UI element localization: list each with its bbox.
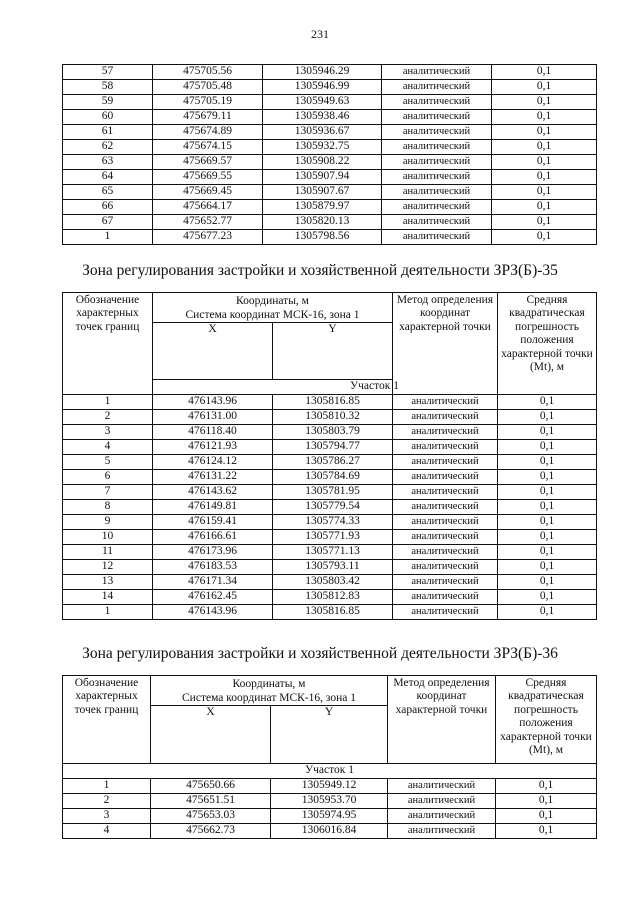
method: аналитический [382,65,492,80]
point-number: 14 [63,590,153,605]
coord-y: 1305879.97 [263,200,382,215]
table-row [63,230,597,245]
coord-x: 476159.41 [153,515,273,530]
continuation-table [62,64,597,245]
error-value: 0,1 [498,530,597,545]
point-number: 67 [63,215,153,230]
point-number: 1 [63,395,153,410]
error-value: 0,1 [492,125,597,140]
header-error: Средняя квадратическая погрешность положения характерной точки (Mt), м [496,676,597,764]
coord-x: 476121.93 [153,440,273,455]
header-error: Средняя квадратическая погрешность положения характерной точки (Mt), м [498,293,597,395]
coord-y: 1305812.83 [273,590,393,605]
point-number: 3 [63,809,151,824]
method: аналитический [393,575,498,590]
method: аналитический [382,110,492,125]
point-number: 2 [63,410,153,425]
error-value: 0,1 [492,170,597,185]
method: аналитический [393,455,498,470]
method: аналитический [382,155,492,170]
header-x: X [151,706,271,764]
coord-x: 476149.81 [153,500,273,515]
coord-x: 475664.17 [153,200,263,215]
coord-x: 476143.62 [153,485,273,500]
zone-35-section: Участок 1 [153,380,597,395]
error-value: 0,1 [492,95,597,110]
coord-x: 476143.96 [153,605,273,620]
error-value: 0,1 [492,230,597,245]
method: аналитический [382,125,492,140]
coord-y: 1305810.32 [273,410,393,425]
error-value: 0,1 [492,110,597,125]
table-row [63,410,597,425]
point-number: 64 [63,170,153,185]
table-row [63,65,597,80]
table-row [63,485,597,500]
coord-y: 1305784.69 [273,470,393,485]
error-value: 0,1 [492,140,597,155]
error-value: 0,1 [498,425,597,440]
coord-x: 475650.66 [151,779,271,794]
error-value: 0,1 [496,779,597,794]
coord-y: 1305781.95 [273,485,393,500]
error-value: 0,1 [492,215,597,230]
point-number: 63 [63,155,153,170]
coord-y: 1305774.33 [273,515,393,530]
point-number: 1 [63,605,153,620]
error-value: 0,1 [498,455,597,470]
point-number: 59 [63,95,153,110]
method: аналитический [393,485,498,500]
error-value: 0,1 [492,155,597,170]
method: аналитический [382,230,492,245]
point-number: 10 [63,530,153,545]
table-row [63,560,597,575]
header-method: Метод определения координат характерной точки [388,676,496,764]
error-value: 0,1 [498,500,597,515]
point-number: 4 [63,824,151,839]
coord-y: 1305938.46 [263,110,382,125]
table-row [63,215,597,230]
coord-y: 1305907.67 [263,185,382,200]
header-system-label: Система координат МСК-16, зона 1 [182,692,356,704]
error-value: 0,1 [496,794,597,809]
error-value: 0,1 [498,560,597,575]
coord-y: 1305820.13 [263,215,382,230]
point-number: 66 [63,200,153,215]
point-number: 60 [63,110,153,125]
coord-x: 475651.51 [151,794,271,809]
method: аналитический [393,605,498,620]
table-row [63,500,597,515]
method: аналитический [393,515,498,530]
coord-x: 475705.56 [153,65,263,80]
method: аналитический [382,140,492,155]
coord-x: 476183.53 [153,560,273,575]
table-row [63,794,597,809]
table-row [63,575,597,590]
coord-x: 475669.45 [153,185,263,200]
coord-y: 1305771.13 [273,545,393,560]
coord-y: 1305798.56 [263,230,382,245]
coord-y: 1305908.22 [263,155,382,170]
method: аналитический [388,809,496,824]
zone-35-table [62,292,597,620]
coord-x: 476166.61 [153,530,273,545]
point-number: 8 [63,500,153,515]
point-number: 5 [63,455,153,470]
table-row [63,809,597,824]
coord-y: 1306016.84 [271,824,388,839]
method: аналитический [382,170,492,185]
coord-x: 476118.40 [153,425,273,440]
table-row [63,110,597,125]
coord-x: 476173.96 [153,545,273,560]
table-row [63,455,597,470]
point-number: 9 [63,515,153,530]
error-value: 0,1 [492,65,597,80]
header-designation: Обозначение характерных точек границ [63,676,151,764]
point-number: 6 [63,470,153,485]
coord-x: 475669.55 [153,170,263,185]
error-value: 0,1 [498,440,597,455]
coord-y: 1305803.42 [273,575,393,590]
point-number: 65 [63,185,153,200]
coord-y: 1305974.95 [271,809,388,824]
method: аналитический [393,560,498,575]
error-value: 0,1 [498,590,597,605]
method: аналитический [382,185,492,200]
error-value: 0,1 [498,470,597,485]
point-number: 12 [63,560,153,575]
method: аналитический [388,794,496,809]
coord-y: 1305794.77 [273,440,393,455]
method: аналитический [382,200,492,215]
error-value: 0,1 [492,185,597,200]
point-number: 62 [63,140,153,155]
coord-y: 1305936.67 [263,125,382,140]
coord-x: 475653.03 [151,809,271,824]
table-row [63,824,597,839]
point-number: 3 [63,425,153,440]
coord-x: 476162.45 [153,590,273,605]
coord-y: 1305907.94 [263,170,382,185]
table-row [63,80,597,95]
coord-y: 1305793.11 [273,560,393,575]
coord-y: 1305949.63 [263,95,382,110]
header-system-label: Система координат МСК-16, зона 1 [185,309,360,321]
coord-x: 476124.12 [153,455,273,470]
header-designation: Обозначение характерных точек границ [63,293,153,395]
method: аналитический [393,470,498,485]
header-coordinates [151,676,388,706]
zone-36-table [62,675,597,839]
point-number: 1 [63,230,153,245]
header-y: Y [271,706,388,764]
table-row [63,185,597,200]
header-y: Y [273,323,393,380]
error-value: 0,1 [492,80,597,95]
method: аналитический [393,530,498,545]
error-value: 0,1 [498,410,597,425]
coord-x: 475677.23 [153,230,263,245]
table-row [63,395,597,410]
zone-35-title: Зона регулирования застройки и хозяйственной деятельности ЗРЗ(Б)-35 [82,262,558,279]
table-row [63,515,597,530]
error-value: 0,1 [496,824,597,839]
zone-36-title: Зона регулирования застройки и хозяйственной деятельности ЗРЗ(Б)-36 [82,645,558,662]
table-row [63,170,597,185]
method: аналитический [393,500,498,515]
point-number: 2 [63,794,151,809]
coord-y: 1305932.75 [263,140,382,155]
point-number: 57 [63,65,153,80]
point-number: 13 [63,575,153,590]
header-coordinates-label: Координаты, м [232,678,306,690]
table-row [63,425,597,440]
header-coordinates-label: Координаты, м [236,295,309,307]
table-row [63,470,597,485]
error-value: 0,1 [498,485,597,500]
coord-x: 475674.15 [153,140,263,155]
coord-x: 475705.19 [153,95,263,110]
coord-x: 476143.96 [153,395,273,410]
method: аналитический [382,215,492,230]
zone-36-section: Участок 1 [63,764,597,779]
table-row [63,605,597,620]
coord-x: 475652.77 [153,215,263,230]
method: аналитический [388,824,496,839]
coord-y: 1305949.12 [271,779,388,794]
point-number: 1 [63,779,151,794]
coord-x: 476171.34 [153,575,273,590]
error-value: 0,1 [498,605,597,620]
coord-y: 1305953.70 [271,794,388,809]
table-row [63,440,597,455]
coord-x: 475674.89 [153,125,263,140]
table-row [63,125,597,140]
table-row [63,779,597,794]
header-method: Метод определения координат характерной точки [393,293,498,395]
method: аналитический [382,80,492,95]
page-number: 231 [311,27,329,41]
table-row [63,590,597,605]
method: аналитический [393,410,498,425]
coord-x: 475679.11 [153,110,263,125]
coord-y: 1305816.85 [273,605,393,620]
method: аналитический [393,545,498,560]
error-value: 0,1 [492,200,597,215]
table-row [63,95,597,110]
header-coordinates [153,293,393,323]
error-value: 0,1 [498,515,597,530]
coord-y: 1305816.85 [273,395,393,410]
method: аналитический [393,395,498,410]
point-number: 58 [63,80,153,95]
coord-y: 1305803.79 [273,425,393,440]
coord-y: 1305946.29 [263,65,382,80]
coord-y: 1305779.54 [273,500,393,515]
table-row [63,545,597,560]
coord-y: 1305786.27 [273,455,393,470]
coord-x: 475669.57 [153,155,263,170]
point-number: 7 [63,485,153,500]
method: аналитический [393,425,498,440]
table-row [63,200,597,215]
coord-y: 1305771.93 [273,530,393,545]
method: аналитический [382,95,492,110]
method: аналитический [393,590,498,605]
point-number: 4 [63,440,153,455]
table-row [63,155,597,170]
point-number: 61 [63,125,153,140]
error-value: 0,1 [498,545,597,560]
method: аналитический [393,440,498,455]
table-row [63,140,597,155]
table-row [63,530,597,545]
coord-x: 475705.48 [153,80,263,95]
coord-y: 1305946.99 [263,80,382,95]
error-value: 0,1 [498,575,597,590]
point-number: 11 [63,545,153,560]
coord-x: 475662.73 [151,824,271,839]
method: аналитический [388,779,496,794]
error-value: 0,1 [496,809,597,824]
coord-x: 476131.22 [153,470,273,485]
error-value: 0,1 [498,395,597,410]
coord-x: 476131.00 [153,410,273,425]
header-x: X [153,323,273,380]
